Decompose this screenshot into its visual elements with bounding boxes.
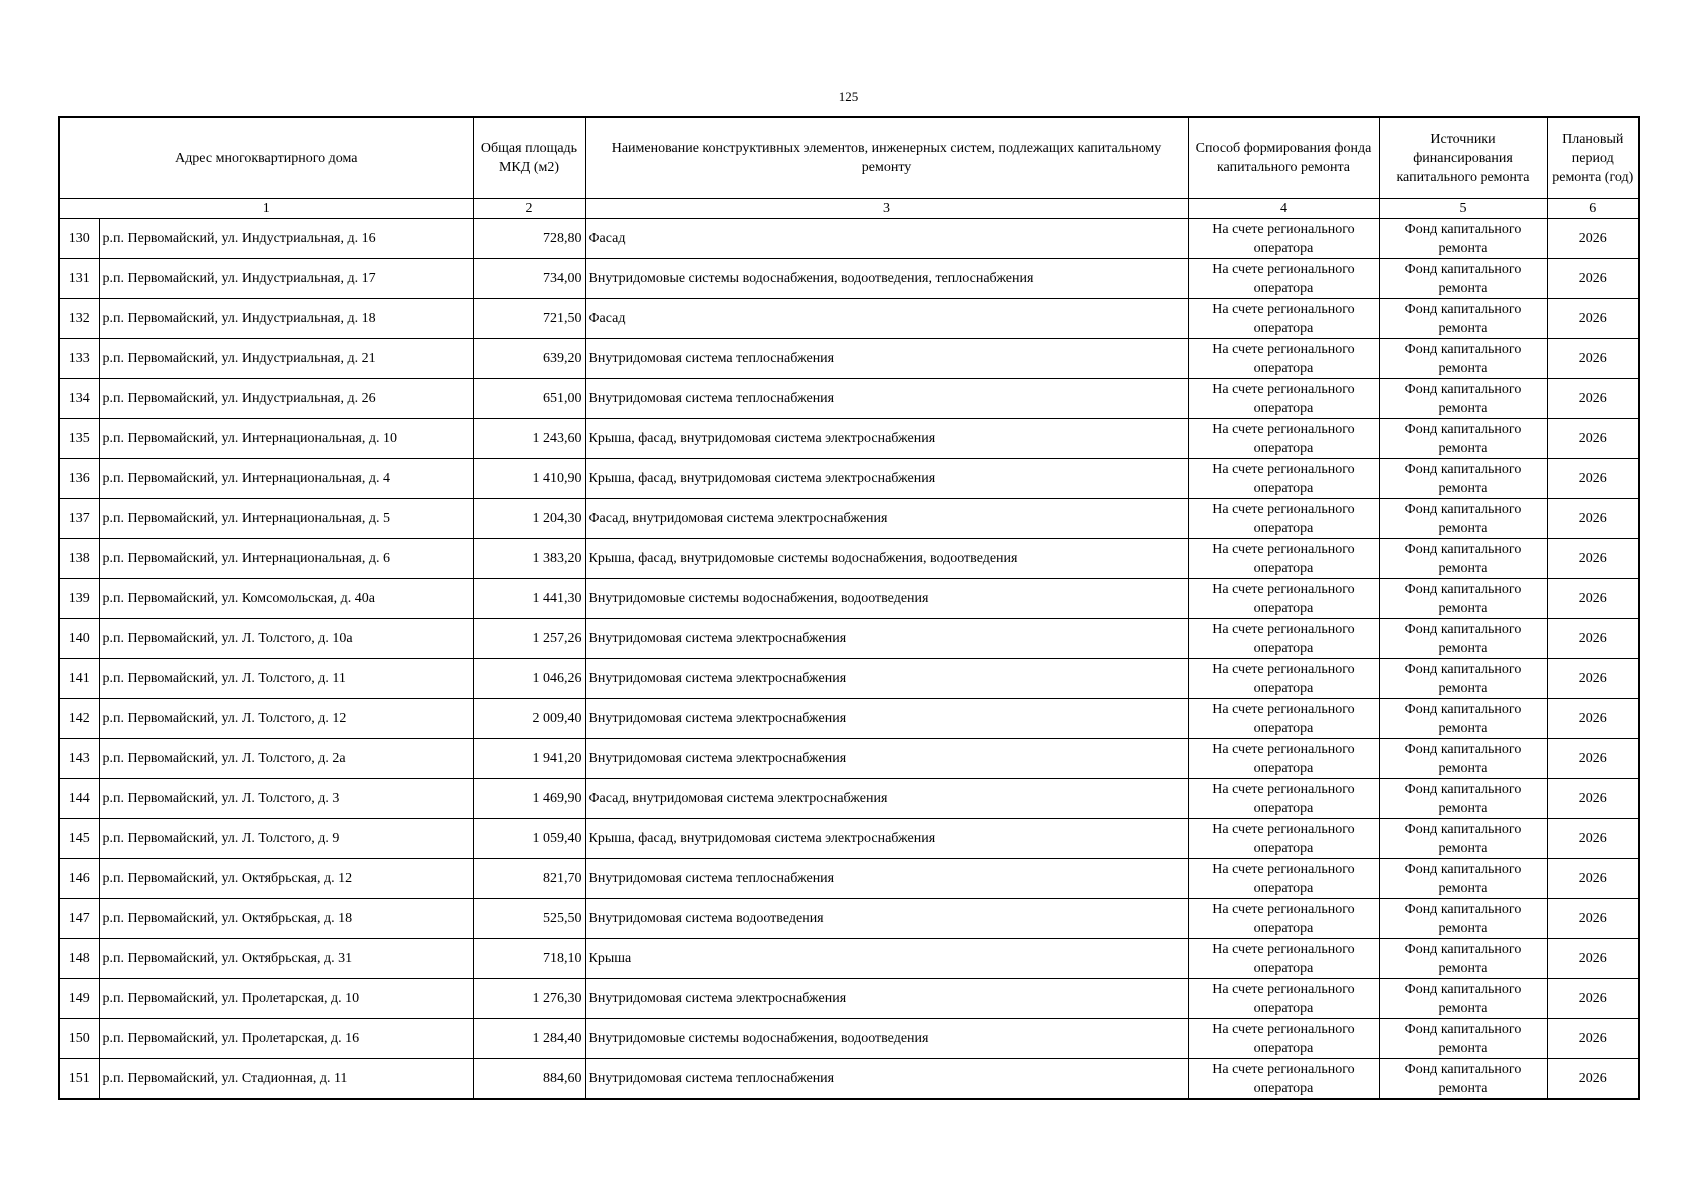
- fund-method-cell: На счете регионального оператора: [1188, 1019, 1379, 1059]
- row-number: 130: [59, 219, 99, 259]
- elements-cell: Крыша, фасад, внутридомовая система электроснабжения: [585, 459, 1188, 499]
- address-cell: р.п. Первомайский, ул. Индустриальная, д. 16: [99, 219, 473, 259]
- column-number-row: [59, 199, 1639, 219]
- source-cell: Фонд капитального ремонта: [1379, 979, 1547, 1019]
- elements-cell: Внутридомовая система электроснабжения: [585, 619, 1188, 659]
- row-number: 148: [59, 939, 99, 979]
- elements-cell: Фасад: [585, 219, 1188, 259]
- elements-cell: Внутридомовая система водоотведения: [585, 899, 1188, 939]
- fund-method-cell: На счете регионального оператора: [1188, 579, 1379, 619]
- header-area: Общая площадь МКД (м2): [473, 117, 585, 199]
- area-cell: 651,00: [473, 379, 585, 419]
- year-cell: 2026: [1547, 779, 1639, 819]
- header-address: Адрес многоквартирного дома: [59, 117, 473, 199]
- row-number: 132: [59, 299, 99, 339]
- year-cell: 2026: [1547, 419, 1639, 459]
- source-cell: Фонд капитального ремонта: [1379, 819, 1547, 859]
- column-number: 5: [1379, 199, 1547, 219]
- row-number: 142: [59, 699, 99, 739]
- row-number: 137: [59, 499, 99, 539]
- year-cell: 2026: [1547, 539, 1639, 579]
- header-period: Плановый период ремонта (год): [1547, 117, 1639, 199]
- area-cell: 1 276,30: [473, 979, 585, 1019]
- table-row: [59, 739, 1639, 779]
- area-cell: 1 469,90: [473, 779, 585, 819]
- source-cell: Фонд капитального ремонта: [1379, 579, 1547, 619]
- area-cell: 639,20: [473, 339, 585, 379]
- elements-cell: Внутридомовая система теплоснабжения: [585, 859, 1188, 899]
- table-row: [59, 819, 1639, 859]
- elements-cell: Внутридомовые системы водоснабжения, водоотведения, теплоснабжения: [585, 259, 1188, 299]
- row-number: 150: [59, 1019, 99, 1059]
- elements-cell: Внутридомовая система теплоснабжения: [585, 379, 1188, 419]
- source-cell: Фонд капитального ремонта: [1379, 659, 1547, 699]
- elements-cell: Внутридомовая система электроснабжения: [585, 739, 1188, 779]
- table-row: [59, 339, 1639, 379]
- address-cell: р.п. Первомайский, ул. Пролетарская, д. 10: [99, 979, 473, 1019]
- address-cell: р.п. Первомайский, ул. Пролетарская, д. 16: [99, 1019, 473, 1059]
- row-number: 151: [59, 1059, 99, 1100]
- area-cell: 1 243,60: [473, 419, 585, 459]
- fund-method-cell: На счете регионального оператора: [1188, 739, 1379, 779]
- area-cell: 1 257,26: [473, 619, 585, 659]
- year-cell: 2026: [1547, 899, 1639, 939]
- fund-method-cell: На счете регионального оператора: [1188, 219, 1379, 259]
- row-number: 138: [59, 539, 99, 579]
- table-row: [59, 259, 1639, 299]
- source-cell: Фонд капитального ремонта: [1379, 699, 1547, 739]
- source-cell: Фонд капитального ремонта: [1379, 859, 1547, 899]
- source-cell: Фонд капитального ремонта: [1379, 539, 1547, 579]
- fund-method-cell: На счете регионального оператора: [1188, 259, 1379, 299]
- address-cell: р.п. Первомайский, ул. Интернациональная, д. 10: [99, 419, 473, 459]
- area-cell: 1 059,40: [473, 819, 585, 859]
- fund-method-cell: На счете регионального оператора: [1188, 1059, 1379, 1100]
- area-cell: 1 383,20: [473, 539, 585, 579]
- row-number: 147: [59, 899, 99, 939]
- table-row: [59, 1059, 1639, 1100]
- page-number: 125: [838, 89, 859, 104]
- fund-method-cell: На счете регионального оператора: [1188, 779, 1379, 819]
- row-number: 140: [59, 619, 99, 659]
- source-cell: Фонд капитального ремонта: [1379, 1019, 1547, 1059]
- year-cell: 2026: [1547, 699, 1639, 739]
- source-cell: Фонд капитального ремонта: [1379, 739, 1547, 779]
- year-cell: 2026: [1547, 979, 1639, 1019]
- source-cell: Фонд капитального ремонта: [1379, 299, 1547, 339]
- source-cell: Фонд капитального ремонта: [1379, 939, 1547, 979]
- table-row: [59, 979, 1639, 1019]
- year-cell: 2026: [1547, 499, 1639, 539]
- table-row: [59, 499, 1639, 539]
- row-number: 135: [59, 419, 99, 459]
- elements-cell: Внутридомовые системы водоснабжения, водоотведения: [585, 579, 1188, 619]
- row-number: 143: [59, 739, 99, 779]
- fund-method-cell: На счете регионального оператора: [1188, 659, 1379, 699]
- column-number: 1: [59, 199, 473, 219]
- elements-cell: Крыша, фасад, внутридомовая система электроснабжения: [585, 419, 1188, 459]
- column-number: 2: [473, 199, 585, 219]
- table-row: [59, 419, 1639, 459]
- repair-program-table: [58, 116, 1640, 1100]
- address-cell: р.п. Первомайский, ул. Л. Толстого, д. 12: [99, 699, 473, 739]
- elements-cell: Внутридомовая система теплоснабжения: [585, 339, 1188, 379]
- address-cell: р.п. Первомайский, ул. Л. Толстого, д. 10а: [99, 619, 473, 659]
- year-cell: 2026: [1547, 259, 1639, 299]
- fund-method-cell: На счете регионального оператора: [1188, 299, 1379, 339]
- fund-method-cell: На счете регионального оператора: [1188, 419, 1379, 459]
- address-cell: р.п. Первомайский, ул. Л. Толстого, д. 3: [99, 779, 473, 819]
- address-cell: р.п. Первомайский, ул. Л. Толстого, д. 2а: [99, 739, 473, 779]
- year-cell: 2026: [1547, 339, 1639, 379]
- area-cell: 884,60: [473, 1059, 585, 1100]
- fund-method-cell: На счете регионального оператора: [1188, 699, 1379, 739]
- table-row: [59, 939, 1639, 979]
- source-cell: Фонд капитального ремонта: [1379, 219, 1547, 259]
- row-number: 144: [59, 779, 99, 819]
- header-sources: Источники финансирования капитального ремонта: [1379, 117, 1547, 199]
- source-cell: Фонд капитального ремонта: [1379, 379, 1547, 419]
- column-number: 3: [585, 199, 1188, 219]
- area-cell: 721,50: [473, 299, 585, 339]
- address-cell: р.п. Первомайский, ул. Индустриальная, д. 17: [99, 259, 473, 299]
- elements-cell: Внутридомовая система электроснабжения: [585, 659, 1188, 699]
- address-cell: р.п. Первомайский, ул. Л. Толстого, д. 11: [99, 659, 473, 699]
- year-cell: 2026: [1547, 1059, 1639, 1100]
- row-number: 134: [59, 379, 99, 419]
- fund-method-cell: На счете регионального оператора: [1188, 379, 1379, 419]
- table-row: [59, 899, 1639, 939]
- year-cell: 2026: [1547, 379, 1639, 419]
- elements-cell: Фасад, внутридомовая система электроснабжения: [585, 779, 1188, 819]
- row-number: 145: [59, 819, 99, 859]
- table-row: [59, 1019, 1639, 1059]
- year-cell: 2026: [1547, 859, 1639, 899]
- fund-method-cell: На счете регионального оператора: [1188, 819, 1379, 859]
- area-cell: 1 284,40: [473, 1019, 585, 1059]
- year-cell: 2026: [1547, 579, 1639, 619]
- year-cell: 2026: [1547, 659, 1639, 699]
- row-number: 131: [59, 259, 99, 299]
- table-row: [59, 379, 1639, 419]
- area-cell: 1 204,30: [473, 499, 585, 539]
- row-number: 149: [59, 979, 99, 1019]
- header-elements: Наименование конструктивных элементов, инженерных систем, подлежащих капитальному ремонту: [585, 117, 1188, 199]
- area-cell: 821,70: [473, 859, 585, 899]
- year-cell: 2026: [1547, 619, 1639, 659]
- year-cell: 2026: [1547, 299, 1639, 339]
- source-cell: Фонд капитального ремонта: [1379, 339, 1547, 379]
- fund-method-cell: На счете регионального оператора: [1188, 539, 1379, 579]
- elements-cell: Крыша, фасад, внутридомовая система электроснабжения: [585, 819, 1188, 859]
- table-row: [59, 659, 1639, 699]
- fund-method-cell: На счете регионального оператора: [1188, 979, 1379, 1019]
- table-row: [59, 619, 1639, 659]
- area-cell: 1 941,20: [473, 739, 585, 779]
- address-cell: р.п. Первомайский, ул. Стадионная, д. 11: [99, 1059, 473, 1100]
- source-cell: Фонд капитального ремонта: [1379, 259, 1547, 299]
- row-number: 133: [59, 339, 99, 379]
- elements-cell: Фасад, внутридомовая система электроснабжения: [585, 499, 1188, 539]
- column-number: 4: [1188, 199, 1379, 219]
- source-cell: Фонд капитального ремонта: [1379, 459, 1547, 499]
- source-cell: Фонд капитального ремонта: [1379, 779, 1547, 819]
- address-cell: р.п. Первомайский, ул. Индустриальная, д. 21: [99, 339, 473, 379]
- address-cell: р.п. Первомайский, ул. Л. Толстого, д. 9: [99, 819, 473, 859]
- fund-method-cell: На счете регионального оператора: [1188, 499, 1379, 539]
- address-cell: р.п. Первомайский, ул. Октябрьская, д. 31: [99, 939, 473, 979]
- fund-method-cell: На счете регионального оператора: [1188, 459, 1379, 499]
- area-cell: 728,80: [473, 219, 585, 259]
- fund-method-cell: На счете регионального оператора: [1188, 619, 1379, 659]
- elements-cell: Внутридомовая система электроснабжения: [585, 699, 1188, 739]
- address-cell: р.п. Первомайский, ул. Интернациональная, д. 5: [99, 499, 473, 539]
- area-cell: 718,10: [473, 939, 585, 979]
- fund-method-cell: На счете регионального оператора: [1188, 859, 1379, 899]
- table-row: [59, 699, 1639, 739]
- table-row: [59, 779, 1639, 819]
- year-cell: 2026: [1547, 459, 1639, 499]
- elements-cell: Крыша, фасад, внутридомовые системы водоснабжения, водоотведения: [585, 539, 1188, 579]
- table-row: [59, 219, 1639, 259]
- row-number: 146: [59, 859, 99, 899]
- area-cell: 2 009,40: [473, 699, 585, 739]
- address-cell: р.п. Первомайский, ул. Индустриальная, д. 18: [99, 299, 473, 339]
- header-row: [59, 117, 1639, 199]
- elements-cell: Крыша: [585, 939, 1188, 979]
- table-row: [59, 539, 1639, 579]
- year-cell: 2026: [1547, 939, 1639, 979]
- area-cell: 1 441,30: [473, 579, 585, 619]
- year-cell: 2026: [1547, 819, 1639, 859]
- elements-cell: Фасад: [585, 299, 1188, 339]
- elements-cell: Внутридомовая система теплоснабжения: [585, 1059, 1188, 1100]
- header-fund-method: Способ формирования фонда капитального ремонта: [1188, 117, 1379, 199]
- row-number: 136: [59, 459, 99, 499]
- address-cell: р.п. Первомайский, ул. Интернациональная, д. 6: [99, 539, 473, 579]
- area-cell: 734,00: [473, 259, 585, 299]
- year-cell: 2026: [1547, 219, 1639, 259]
- address-cell: р.п. Первомайский, ул. Октябрьская, д. 12: [99, 859, 473, 899]
- row-number: 139: [59, 579, 99, 619]
- fund-method-cell: На счете регионального оператора: [1188, 899, 1379, 939]
- table-row: [59, 859, 1639, 899]
- year-cell: 2026: [1547, 739, 1639, 779]
- area-cell: 1 410,90: [473, 459, 585, 499]
- row-number: 141: [59, 659, 99, 699]
- address-cell: р.п. Первомайский, ул. Индустриальная, д. 26: [99, 379, 473, 419]
- source-cell: Фонд капитального ремонта: [1379, 499, 1547, 539]
- fund-method-cell: На счете регионального оператора: [1188, 939, 1379, 979]
- year-cell: 2026: [1547, 1019, 1639, 1059]
- source-cell: Фонд капитального ремонта: [1379, 419, 1547, 459]
- address-cell: р.п. Первомайский, ул. Интернациональная, д. 4: [99, 459, 473, 499]
- area-cell: 1 046,26: [473, 659, 585, 699]
- table-row: [59, 459, 1639, 499]
- source-cell: Фонд капитального ремонта: [1379, 1059, 1547, 1100]
- table-row: [59, 299, 1639, 339]
- column-number: 6: [1547, 199, 1639, 219]
- table-body: [59, 219, 1639, 1100]
- source-cell: Фонд капитального ремонта: [1379, 619, 1547, 659]
- table-row: [59, 579, 1639, 619]
- source-cell: Фонд капитального ремонта: [1379, 899, 1547, 939]
- area-cell: 525,50: [473, 899, 585, 939]
- elements-cell: Внутридомовая система электроснабжения: [585, 979, 1188, 1019]
- address-cell: р.п. Первомайский, ул. Комсомольская, д. 40а: [99, 579, 473, 619]
- fund-method-cell: На счете регионального оператора: [1188, 339, 1379, 379]
- address-cell: р.п. Первомайский, ул. Октябрьская, д. 18: [99, 899, 473, 939]
- elements-cell: Внутридомовые системы водоснабжения, водоотведения: [585, 1019, 1188, 1059]
